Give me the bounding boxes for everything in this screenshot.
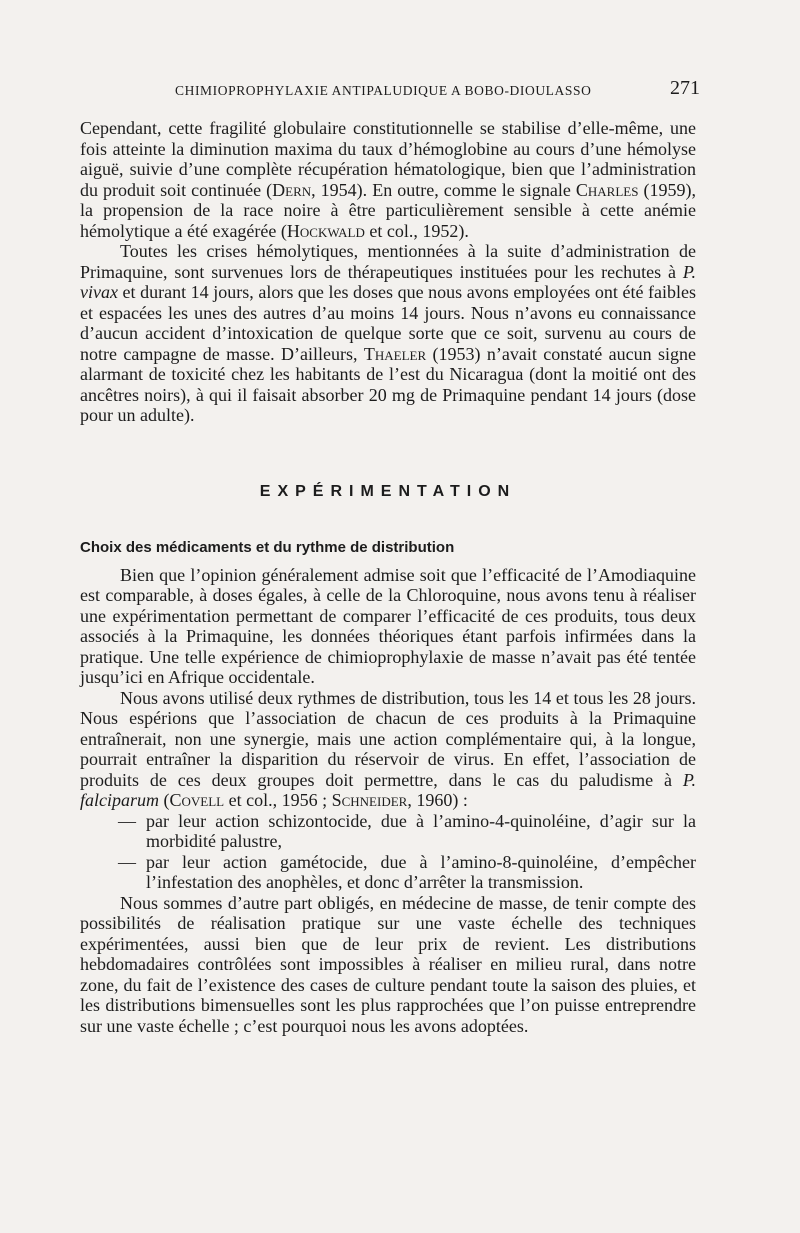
text-run: ( bbox=[159, 790, 170, 810]
list-item-text: par leur action schizontocide, due à l’amino-4-quinoléine, d’agir sur la morbidité palustre, bbox=[146, 810, 696, 851]
paragraph-5: Nous sommes d’autre part obligés, en médecine de masse, de tenir compte des possibilités de réalisation pratique sur une vaste échelle des techniques expérimentées, aussi bien que de leur prix de revient. Les distributions hebdomadaires contrôlées sont impossibles à réaliser en milieu rural, dans notre zone, du fait de l’existence des cases de culture pendant toute la saison des pluies, et les distributions bimensuelles sont les plus rapprochées que l’on puisse entreprendre sur une vaste échelle ; c’est pourquoi nous les avons adoptées. bbox=[80, 892, 696, 1036]
author-citation: Thaeler bbox=[363, 343, 427, 364]
author-citation: Schneider bbox=[331, 790, 408, 810]
text-run: et col., 1956 ; bbox=[224, 790, 332, 810]
text-run: , 1954). En outre, comme le signale bbox=[311, 179, 576, 200]
subheading: Choix des médicaments et du rythme de distribution bbox=[80, 539, 455, 556]
paragraph-1 bbox=[80, 118, 696, 241]
list-item-text: par leur action gamétocide, due à l’amino-8-quinoléine, d’empêcher l’infestation des anophèles, et donc d’arrêter la transmission. bbox=[146, 851, 696, 892]
text-run: Nous avons utilisé deux rythmes de distribution, tous les 14 et tous les 28 jours. Nous espérions que l’association de chacun de ces produits à la Primaquine entraînerait, non une synergie, mais une action complémentaire qui, à la longue, pourrait entraîner la disparition du réservoir de virus. En effet, l’association de produits de ces deux groupes doit permettre, dans le cas du paludisme à bbox=[80, 687, 696, 790]
text-run: (1953) n’avait constaté aucun signe alarmant de toxicité chez les habitants de l’est du Nicaragua (dont la moitié ont des ancêtres noirs), à qui il faisait absorber 20 mg de Primaquine pendant 14 jours (dose pour un adulte). bbox=[80, 343, 696, 425]
body-text bbox=[80, 118, 696, 1036]
page-number: 271 bbox=[670, 77, 700, 99]
author-citation: Charles bbox=[575, 179, 639, 200]
list-item bbox=[80, 811, 696, 852]
text-run: Cependant, cette fragilité globulaire constitutionnelle se stabilise d’elle-même, une fois atteinte la diminution maxima du taux d’hémoglobine au cours d’une hémolyse aiguë, suivie d’une complète récupération hématologique, bien que l’administration du produit soit continuée ( bbox=[80, 118, 696, 200]
author-citation: Dern bbox=[272, 179, 312, 200]
text-run: , 1960) : bbox=[407, 790, 468, 810]
author-citation: Hockwald bbox=[286, 220, 365, 241]
species-name: P. falciparum bbox=[80, 769, 696, 810]
author-citation: Covell bbox=[169, 790, 225, 810]
dash-bullet: — bbox=[118, 851, 136, 872]
text-run: (1959), la propension de la race noire à être particulièrement sensible à cette anémie hémolytique a été exagérée ( bbox=[80, 179, 696, 241]
text-run: et col., 1952). bbox=[364, 220, 469, 241]
paragraph-2 bbox=[80, 241, 696, 426]
paragraph-4 bbox=[80, 688, 696, 811]
text-run: et durant 14 jours, alors que les doses que nous avons employées ont été faibles et espacées les unes des autres d’au moins 14 jours. Nous n’avons eu connaissance d’aucun accident d’intoxication de quelque sorte que ce soit, survenu au cours de notre campagne de masse. D’ailleurs, bbox=[80, 282, 696, 364]
section-heading: EXPÉRIMENTATION bbox=[259, 482, 517, 500]
paragraph-3: Bien que l’opinion généralement admise soit que l’efficacité de l’Amodiaquine est comparable, à doses égales, à celle de la Chloroquine, nous avons tenu à réaliser une expérimentation permettant de comparer l’efficacité de ces produits, tous deux associés à la Primaquine, les données théoriques étant parfois infirmées dans la pratique. Une telle expérience de chimioprophylaxie de masse n’avait pas été tentée jusqu’ici en Afrique occidentale. bbox=[80, 564, 696, 687]
dash-bullet: — bbox=[118, 810, 136, 831]
species-name: P. vivax bbox=[80, 261, 696, 302]
text-run: Toutes les crises hémolytiques, mentionnées à la suite d’administration de Primaquine, sont survenues lors de thérapeutiques instituées pour les rechutes à bbox=[80, 241, 696, 282]
running-title: CHIMIOPROPHYLAXIE ANTIPALUDIQUE A BOBO-DIOULASSO bbox=[175, 83, 592, 98]
list-item bbox=[80, 852, 696, 893]
